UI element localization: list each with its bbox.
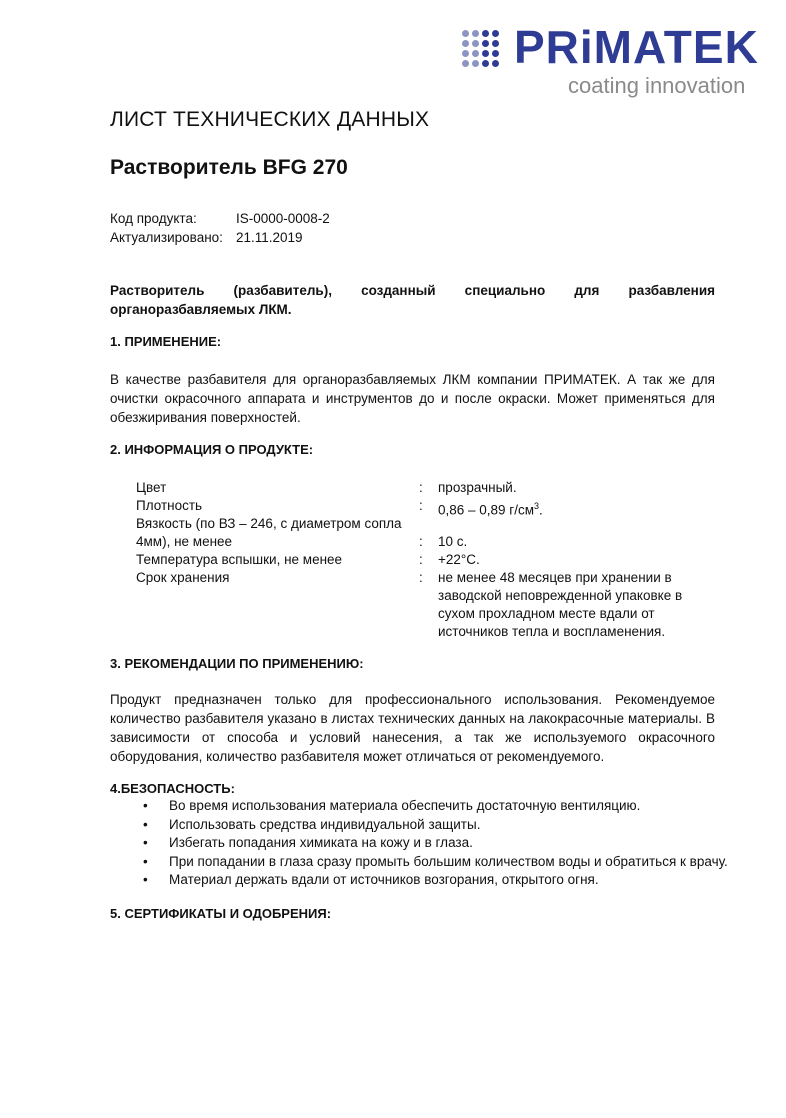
prop-label-color: Цвет bbox=[136, 480, 167, 495]
list-item bbox=[110, 797, 728, 816]
list-item bbox=[110, 834, 728, 853]
bullet-icon: • bbox=[143, 835, 148, 850]
product-name: Растворитель BFG 270 bbox=[110, 156, 348, 179]
section-heading-certificates: 5. СЕРТИФИКАТЫ И ОДОБРЕНИЯ: bbox=[110, 906, 332, 921]
document-title: ЛИСТ ТЕХНИЧЕСКИХ ДАННЫХ bbox=[110, 108, 430, 131]
bullet-icon: • bbox=[143, 816, 148, 832]
application-text: В качестве разбавителя для органоразбавляемых ЛКМ компании ПРИМАТЕК. А так же для очистки окрасочного аппарата и инструментов до и после окраски. Может применяться для обезжиривания поверхностей. bbox=[110, 372, 715, 425]
safety-item-text: При попадании в глаза сразу промыть большим количеством воды и обратиться к врачу. bbox=[169, 853, 728, 869]
prop-colon: : bbox=[419, 534, 423, 549]
density-value-text: 0,86 – 0,89 г/см bbox=[438, 502, 535, 518]
prop-colon: : bbox=[419, 552, 423, 567]
prop-value-shelf-life-line3: сухом прохладном месте вдали от bbox=[438, 606, 655, 621]
density-value-suffix: . bbox=[539, 502, 543, 518]
updated-label: Актуализировано: bbox=[110, 230, 223, 245]
logo-dots-icon bbox=[462, 30, 508, 68]
safety-list bbox=[110, 797, 728, 890]
bullet-icon: • bbox=[143, 798, 148, 813]
recommendations-text: Продукт предназначен только для профессионального использования. Рекомендуемое количество разбавителя указано в листах технических данных на лакокрасочные материалы. В зависимости от способа и условий нанесения, а так же используемого окрасочного оборудования, количество разбавителя может отличаться от рекомендуемого. bbox=[110, 692, 715, 764]
prop-value-flash-point: +22°С. bbox=[438, 552, 480, 567]
prop-value-shelf-life-line1: не менее 48 месяцев при хранении в bbox=[438, 570, 672, 585]
prop-value-viscosity: 10 с. bbox=[438, 534, 468, 549]
prop-colon: : bbox=[419, 498, 423, 513]
section-heading-recommendations: 3. РЕКОМЕНДАЦИИ ПО ПРИМЕНЕНИЮ: bbox=[110, 656, 364, 671]
prop-colon: : bbox=[419, 480, 423, 495]
safety-item-text: Материал держать вдали от источников возгорания, открытого огня. bbox=[169, 872, 599, 887]
prop-label-density: Плотность bbox=[136, 498, 203, 513]
section-heading-application: 1. ПРИМЕНЕНИЕ: bbox=[110, 334, 222, 349]
safety-item-text: Во время использования материала обеспечить достаточную вентиляцию. bbox=[169, 798, 641, 813]
prop-value-density bbox=[438, 497, 708, 520]
prop-value-color: прозрачный. bbox=[438, 480, 517, 495]
safety-item-text: Избегать попадания химиката на кожу и в глаза. bbox=[169, 835, 473, 850]
bullet-icon: • bbox=[143, 853, 148, 869]
product-code-value: IS-0000-0008-2 bbox=[236, 211, 330, 226]
prop-value-shelf-life-line4: источников тепла и воспламенения. bbox=[438, 624, 666, 639]
list-item bbox=[110, 853, 728, 872]
updated-value: 21.11.2019 bbox=[236, 230, 303, 245]
list-item bbox=[110, 816, 728, 835]
safety-item-text: Использовать средства индивидуальной защиты. bbox=[169, 816, 481, 832]
bullet-icon: • bbox=[143, 872, 148, 887]
primatek-logo bbox=[462, 22, 762, 102]
prop-label-shelf-life: Срок хранения bbox=[136, 570, 230, 585]
product-intro: Растворитель (разбавитель), созданный специально для разбавления органоразбавляемых ЛКМ. bbox=[110, 283, 715, 317]
section-heading-product-info: 2. ИНФОРМАЦИЯ О ПРОДУКТЕ: bbox=[110, 442, 314, 457]
logo-brand-text: PRiMATEK bbox=[514, 21, 759, 73]
density-unit-exponent: 3 bbox=[534, 501, 540, 511]
prop-label-viscosity-line2: 4мм), не менее bbox=[136, 534, 233, 549]
list-item bbox=[110, 871, 728, 890]
product-code-label: Код продукта: bbox=[110, 211, 197, 226]
prop-label-flash-point: Температура вспышки, не менее bbox=[136, 552, 343, 567]
prop-value-shelf-life-line2: заводской неповрежденной упаковке в bbox=[438, 588, 683, 603]
logo-tagline: coating innovation bbox=[568, 73, 746, 98]
section-heading-safety: 4.БЕЗОПАСНОСТЬ: bbox=[110, 781, 235, 796]
prop-colon: : bbox=[419, 570, 423, 585]
prop-label-viscosity-line1: Вязкость (по ВЗ – 246, с диаметром сопла bbox=[136, 516, 402, 531]
